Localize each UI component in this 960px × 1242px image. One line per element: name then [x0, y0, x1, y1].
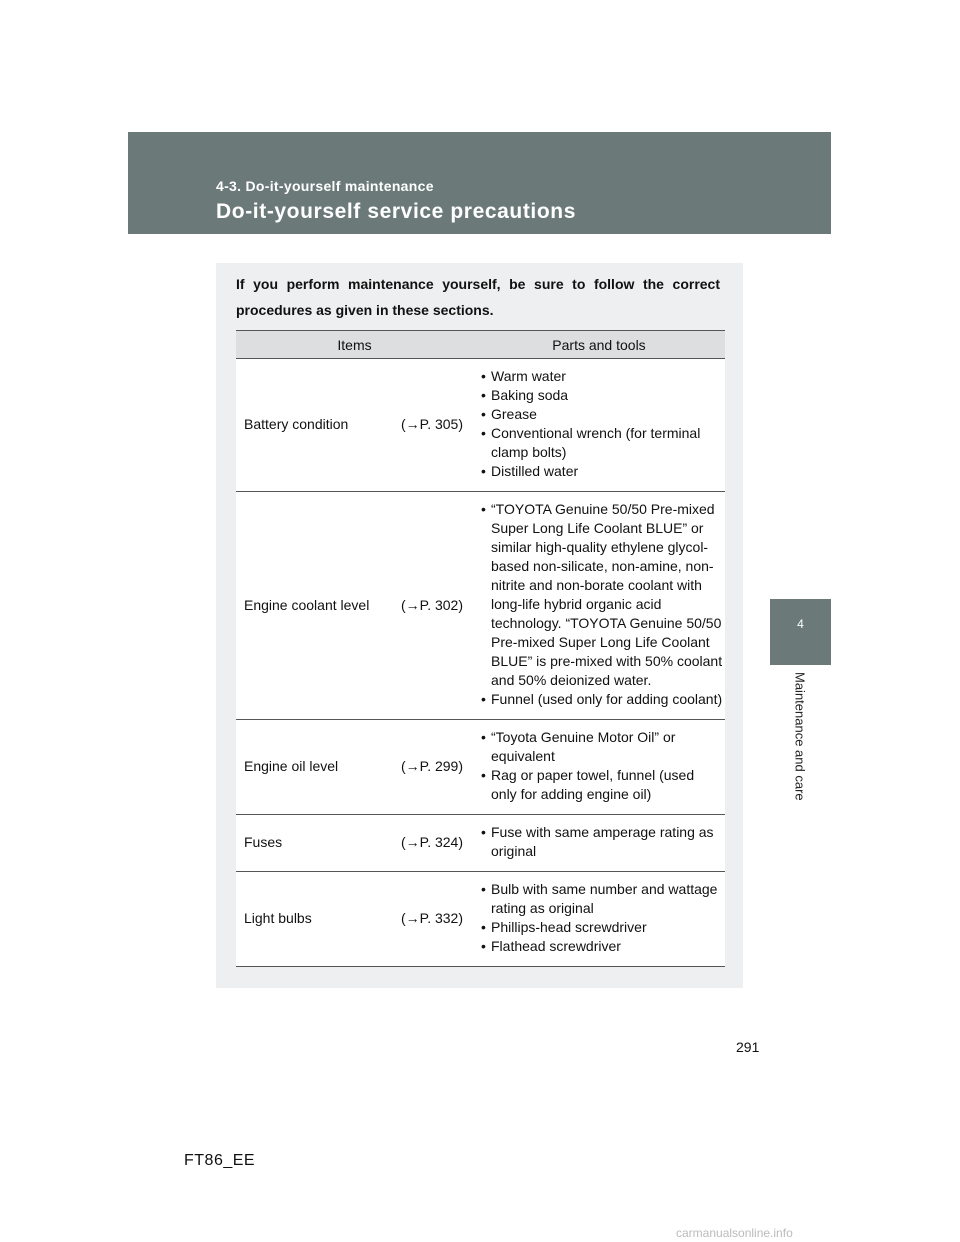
column-header-parts: Parts and tools — [473, 331, 725, 359]
intro-text: If you perform maintenance yourself, be sure to follow the correct procedures as given in these sections. — [236, 276, 720, 318]
page-reference: (→P. 305) — [401, 416, 463, 432]
column-header-items: Items — [236, 331, 473, 359]
part-item: • Distilled water — [481, 462, 723, 481]
item-cell — [236, 359, 473, 492]
chapter-label — [790, 672, 810, 822]
content-panel — [216, 263, 743, 988]
part-item: • Rag or paper towel, funnel (used only for adding engine oil) — [481, 766, 723, 804]
part-item: • Warm water — [481, 367, 723, 386]
page-reference: (→P. 299) — [401, 758, 463, 774]
watermark: carmanualsonline.info — [676, 1226, 793, 1240]
part-item: • Fuse with same amperage rating as original — [481, 823, 723, 861]
part-item: • Funnel (used only for adding coolant) — [481, 690, 723, 709]
parts-cell — [473, 872, 725, 967]
parts-cell — [473, 815, 725, 872]
item-name: Battery condition — [244, 416, 349, 432]
item-cell — [236, 815, 473, 872]
page-number: 291 — [736, 1039, 760, 1055]
table-row — [236, 815, 725, 872]
footer-code: FT86_EE — [184, 1152, 256, 1169]
part-item: • Bulb with same number and wattage rating as original — [481, 880, 723, 918]
page-reference: (→P. 332) — [401, 910, 463, 926]
item-name: Engine coolant level — [244, 596, 370, 613]
item-cell — [236, 872, 473, 967]
part-item: • “TOYOTA Genuine 50/50 Pre-mixed Super Long Life Coolant BLUE” or similar high-quality ethylene glycol-based non-silicate, non-amine, non-nitrite and non-borate coolant with long-life hybrid organic acid technology. “TOYOTA Genuine 50/50 Pre-mixed Super Long Life Coolant BLUE” is pre-mixed with 50% coolant and 50% deionized water. — [481, 500, 723, 690]
part-item: • Grease — [481, 405, 723, 424]
page-title: Do-it-yourself service precautions — [216, 200, 576, 223]
header-band — [128, 132, 831, 234]
part-item: • Baking soda — [481, 386, 723, 405]
table-header-row — [236, 331, 725, 359]
chapter-tab — [770, 599, 831, 665]
parts-cell — [473, 720, 725, 815]
table-row — [236, 720, 725, 815]
table-row — [236, 492, 725, 720]
item-cell — [236, 720, 473, 815]
part-item: • “Toyota Genuine Motor Oil” or equivalent — [481, 728, 723, 766]
page-reference: (→P. 302) — [401, 596, 463, 613]
chapter-label-text: Maintenance and care — [792, 672, 808, 801]
chapter-number: 4 — [797, 617, 804, 631]
item-name: Light bulbs — [244, 910, 312, 926]
part-item: • Phillips-head screwdriver — [481, 918, 723, 937]
parts-cell — [473, 492, 725, 720]
table-row — [236, 359, 725, 492]
item-cell — [236, 492, 473, 720]
maintenance-table — [236, 330, 725, 967]
section-label: 4-3. Do-it-yourself maintenance — [216, 178, 434, 194]
item-name: Fuses — [244, 834, 283, 850]
item-name: Engine oil level — [244, 758, 339, 774]
part-item: • Conventional wrench (for terminal clamp bolts) — [481, 424, 723, 462]
parts-cell — [473, 359, 725, 492]
part-item: • Flathead screwdriver — [481, 937, 723, 956]
table-row — [236, 872, 725, 967]
page-reference: (→P. 324) — [401, 834, 463, 850]
